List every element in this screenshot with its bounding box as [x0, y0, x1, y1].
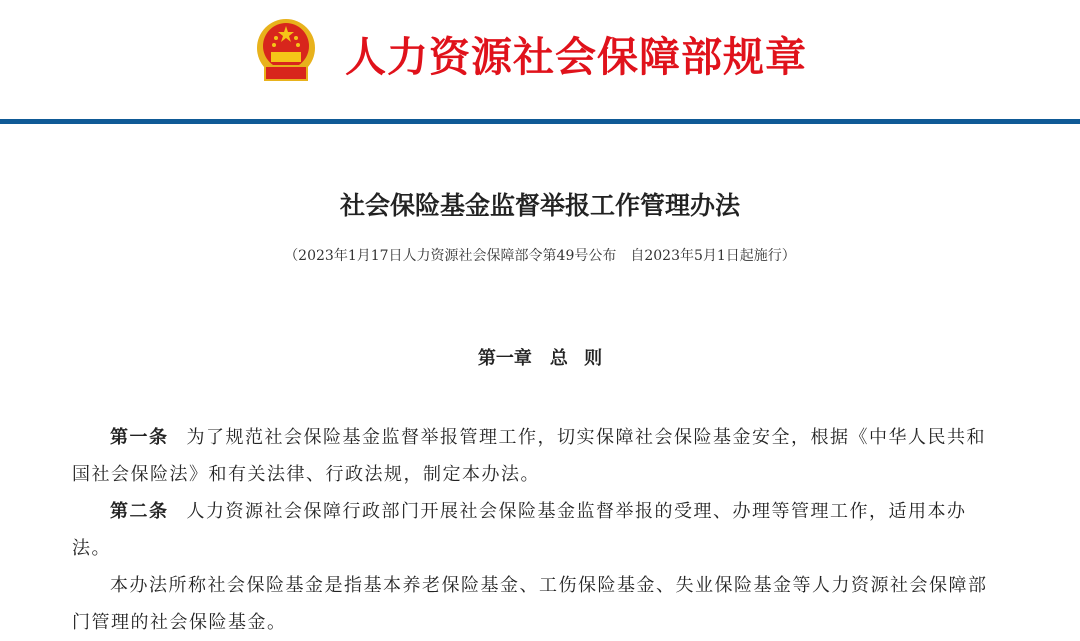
- article-paragraph: [72, 493, 1002, 567]
- article-number: 第二条: [110, 501, 169, 522]
- header-divider: [0, 119, 1080, 124]
- national-emblem-icon: [255, 16, 317, 84]
- document-title: 社会保险基金监督举报工作管理办法: [339, 191, 740, 220]
- chapter-heading: 第一章 总 则: [477, 348, 603, 369]
- header: [0, 0, 1080, 120]
- article-paragraph: [72, 567, 1002, 641]
- document-subtitle: （2023年1月17日人力资源社会保障部令第49号公布 自2023年5月1日起施行）: [284, 248, 796, 264]
- article-text: 为了规范社会保险基金监督举报管理工作，切实保障社会保险基金安全，根据《中华人民共和国社会保险法》和有关法律、行政法规，制定本办法。: [72, 427, 986, 485]
- site-title: 人力资源社会保障部规章: [345, 33, 807, 81]
- article-text: 本办法所称社会保险基金是指基本养老保险基金、工伤保险基金、失业保险基金等人力资源社会保障部门管理的社会保险基金。: [72, 575, 988, 633]
- document-body: [72, 419, 1002, 641]
- article-paragraph: [72, 419, 1002, 493]
- article-text: 人力资源社会保障行政部门开展社会保险基金监督举报的受理、办理等管理工作，适用本办法。: [72, 501, 967, 559]
- article-number: 第一条: [110, 427, 169, 448]
